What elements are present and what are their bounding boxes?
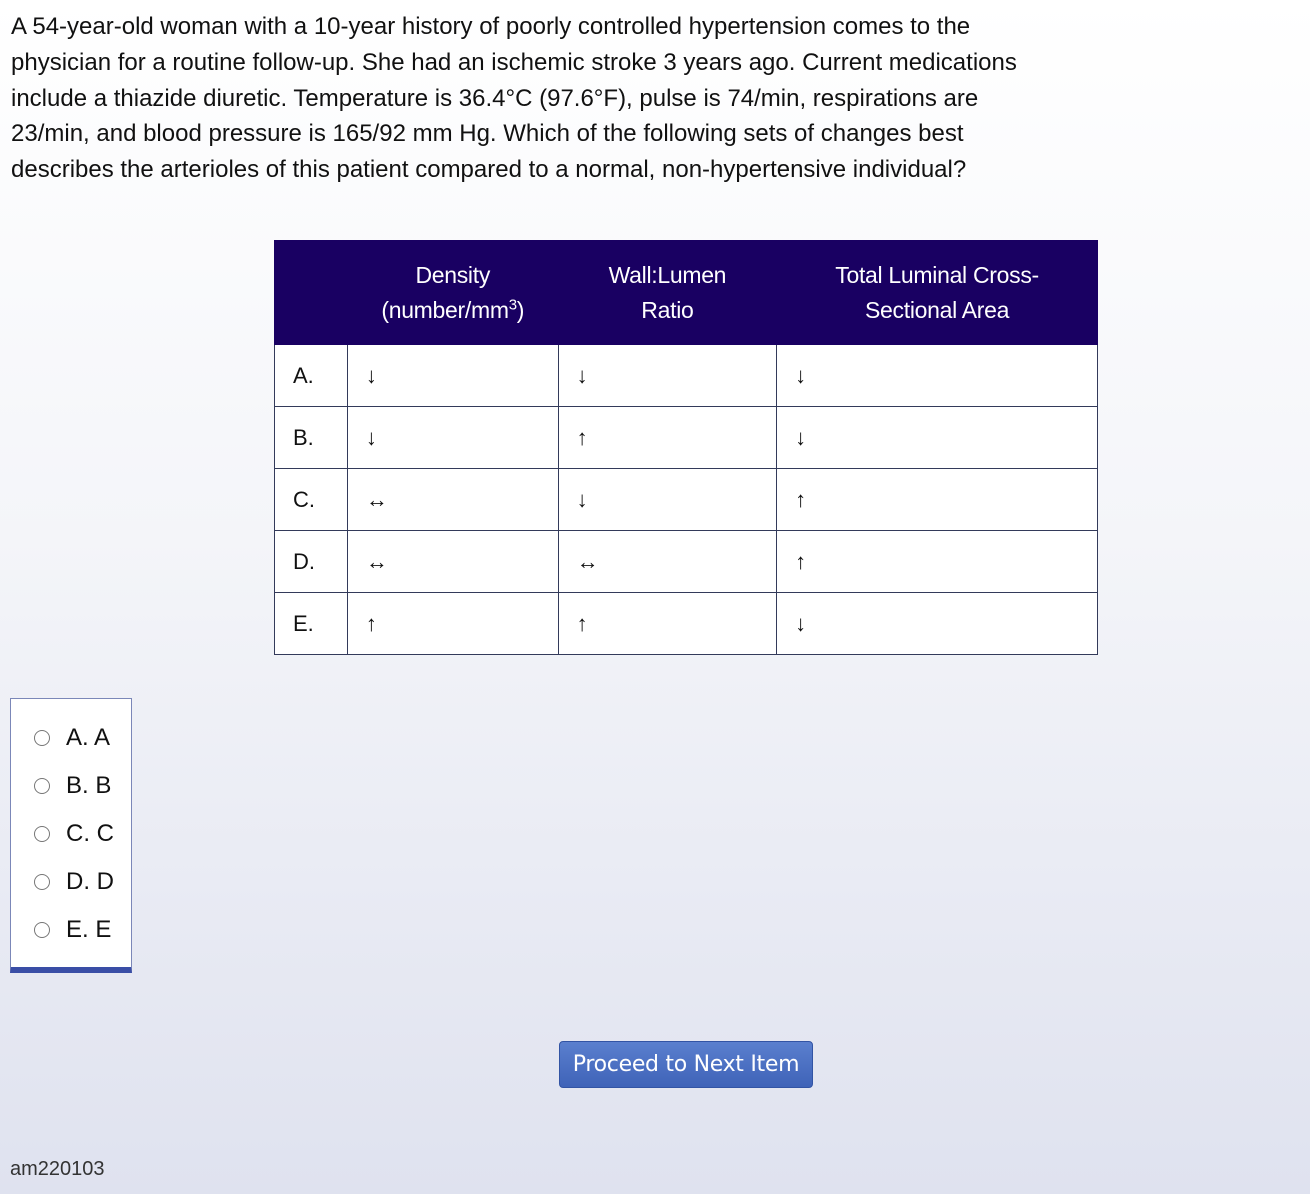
- header-wall-line2: Ratio: [641, 296, 694, 323]
- option-label: A. A: [66, 724, 111, 751]
- wall-lumen-arrow: ↑: [558, 407, 777, 469]
- question-stem: A 54-year-old woman with a 10-year history of poorly controlled hypertension comes to the physician for a routine follow-up. She had an ischemic stroke 3 years ago. Current medications include a thiazide diuretic. Temperature is 36.4°C (97.6°F), pulse is 74/min, respirations are 23/min, and blood pressure is 165/92 mm Hg. Which of the following sets of changes best describes the arterioles of this patient compared to a normal, non-hypertensive individual?: [11, 13, 1017, 184]
- option-e[interactable]: [11, 910, 131, 950]
- option-b[interactable]: [11, 766, 131, 806]
- wall-lumen-arrow: ↓: [558, 345, 777, 407]
- answer-table: [274, 240, 1098, 655]
- wall-lumen-arrow: ↔: [558, 531, 777, 593]
- table-row: [275, 593, 1098, 655]
- density-arrow: ↔: [347, 531, 558, 593]
- area-arrow: ↓: [777, 345, 1098, 407]
- table-row: [275, 469, 1098, 531]
- density-arrow: ↓: [347, 407, 558, 469]
- header-cross-sectional-area: [777, 241, 1098, 345]
- header-density-line2: (number/mm: [381, 296, 509, 323]
- row-letter: A.: [275, 345, 348, 407]
- proceed-next-button[interactable]: Proceed to Next Item: [559, 1041, 813, 1088]
- area-arrow: ↓: [777, 593, 1098, 655]
- row-letter: B.: [275, 407, 348, 469]
- header-density-close: ): [516, 296, 525, 323]
- row-letter: D.: [275, 531, 348, 593]
- header-empty: [275, 241, 348, 345]
- option-label: D. D: [66, 868, 114, 895]
- option-a[interactable]: [11, 718, 131, 758]
- radio-button[interactable]: [34, 730, 50, 746]
- radio-button[interactable]: [34, 826, 50, 842]
- header-density-line1: Density: [415, 261, 491, 288]
- answer-options: [10, 698, 132, 973]
- area-arrow: ↑: [777, 531, 1098, 593]
- wall-lumen-arrow: ↓: [558, 469, 777, 531]
- density-arrow: ↔: [347, 469, 558, 531]
- table-row: [275, 407, 1098, 469]
- density-arrow: ↓: [347, 345, 558, 407]
- density-arrow: ↑: [347, 593, 558, 655]
- option-label: B. B: [66, 772, 112, 799]
- option-label: C. C: [66, 820, 114, 847]
- area-arrow: ↓: [777, 407, 1098, 469]
- wall-lumen-arrow: ↑: [558, 593, 777, 655]
- item-id: am220103: [10, 1158, 105, 1180]
- table-row: [275, 531, 1098, 593]
- table-header-row: [275, 241, 1098, 345]
- option-d[interactable]: [11, 862, 131, 902]
- header-area-line1: Total Luminal Cross-: [835, 261, 1039, 288]
- radio-button[interactable]: [34, 778, 50, 794]
- header-wall-line1: Wall:Lumen: [608, 261, 727, 288]
- header-area-line2: Sectional Area: [865, 296, 1010, 323]
- radio-button[interactable]: [34, 922, 50, 938]
- header-density-sup: 3: [508, 295, 517, 313]
- option-label: E. E: [66, 916, 112, 943]
- table-row: [275, 345, 1098, 407]
- radio-button[interactable]: [34, 874, 50, 890]
- row-letter: E.: [275, 593, 348, 655]
- header-wall-lumen: [558, 241, 777, 345]
- header-density: [347, 241, 558, 345]
- option-c[interactable]: [11, 814, 131, 854]
- row-letter: C.: [275, 469, 348, 531]
- area-arrow: ↑: [777, 469, 1098, 531]
